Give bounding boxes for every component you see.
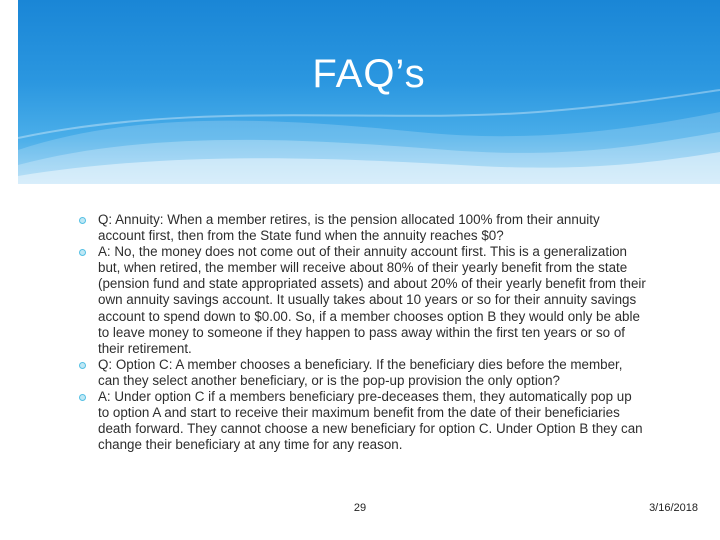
list-item [78, 389, 646, 453]
slide-title: FAQ’s [312, 52, 426, 96]
bullet-icon [79, 362, 86, 369]
list-item-text: A: Under option C if a members beneficiary pre-deceases them, they automatically pop up to option A and start to receive their maximum benefit from the date of their beneficiaries death forward. They cannot choose a new beneficiary for option C. Under Option B they can change their beneficiary at any time for any reason. [98, 389, 643, 453]
bullet-icon [79, 394, 86, 401]
list-item [78, 244, 646, 357]
page-number: 29 [353, 502, 367, 514]
bullet-icon [79, 217, 86, 224]
list-item-text: A: No, the money does not come out of their annuity account first. This is a generalization but, when retired, the member will receive about 80% of their yearly benefit from the state (pension fund and state appropriated assets) and about 20% of their yearly benefit from their own annuity savings account. It usually takes about 10 years or so for their annuity savings account to spend down to $0.00. So, if a member chooses option B they would only be able to leave money to someone if they happen to pass away within the first ten years or so of their retirement. [98, 244, 646, 356]
faq-list [78, 212, 646, 453]
list-item [78, 212, 646, 244]
list-item-text: Q: Annuity: When a member retires, is the pension allocated 100% from their annuity account first, then from the State fund when the annuity reaches $0? [98, 212, 600, 244]
slide-date: 3/16/2018 [649, 502, 698, 514]
list-item [78, 357, 646, 389]
list-item-text: Q: Option C: A member chooses a beneficiary. If the beneficiary dies before the member, can they select another beneficiary, or is the pop-up provision the only option? [98, 356, 623, 388]
bullet-icon [79, 249, 86, 256]
